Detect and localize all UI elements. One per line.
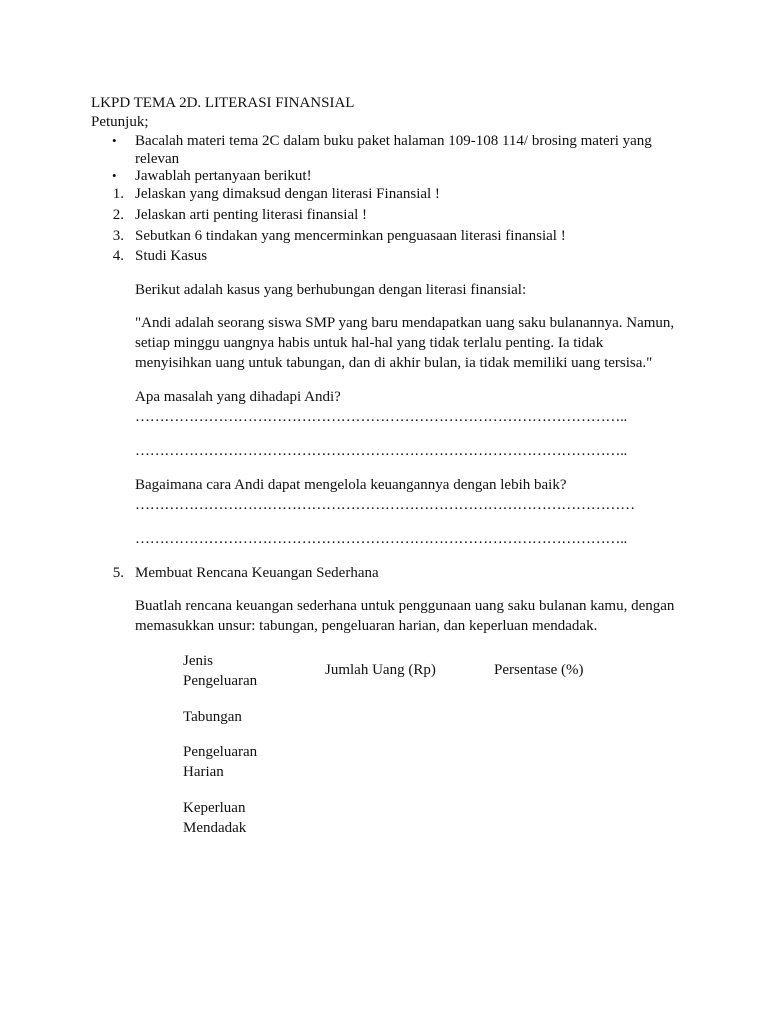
bullet-text-continued: relevan [135, 151, 180, 167]
bullet-text: Jawablah pertanyaan berikut! [135, 168, 312, 184]
answer-line[interactable]: ……………………………………………………………………………………….. [135, 443, 628, 459]
bullet-text: Bacalah materi tema 2C dalam buku paket halaman 109-108 114/ brosing materi yang [135, 133, 652, 149]
header-jumlah-uang: Jumlah Uang (Rp) [325, 662, 436, 678]
answer-line[interactable]: ………………………………………………………………………………………… [135, 497, 635, 513]
question-text: Studi Kasus [135, 248, 208, 264]
section-description: memasukkan unsur: tabungan, pengeluaran harian, dan keperluan mendadak. [135, 618, 598, 634]
section-title: Membuat Rencana Keuangan Sederhana [135, 565, 379, 581]
case-quote-line: "Andi adalah seorang siswa SMP yang baru mendapatkan uang saku bulanannya. Namun, [135, 315, 675, 331]
case-intro: Berikut adalah kasus yang berhubungan dengan literasi finansial: [135, 282, 527, 298]
question-number: 3. [112, 228, 124, 244]
row-label-continued: Mendadak [183, 820, 247, 836]
question-number: 2. [112, 207, 124, 223]
instructions-label: Petunjuk; [91, 114, 149, 130]
question-number: 4. [112, 248, 124, 264]
section-number: 5. [112, 565, 124, 581]
row-label: Keperluan [183, 800, 246, 816]
answer-line[interactable]: ……………………………………………………………………………………….. [135, 531, 628, 547]
answer-line[interactable]: ……………………………………………………………………………………….. [135, 409, 628, 425]
question-text: Jelaskan arti penting literasi finansial ! [135, 207, 368, 223]
row-label: Pengeluaran [183, 744, 258, 760]
question-number: 1. [112, 186, 124, 202]
bullet-marker: • [112, 168, 117, 183]
document-title: LKPD TEMA 2D. LITERASI FINANSIAL [91, 95, 355, 111]
case-quote-line: setiap minggu uangnya habis untuk hal-hal yang tidak terlalu penting. Ia tidak [135, 335, 604, 351]
case-question-2: Bagaimana cara Andi dapat mengelola keuangannya dengan lebih baik? [135, 477, 567, 493]
case-question-1: Apa masalah yang dihadapi Andi? [135, 389, 341, 405]
header-persentase: Persentase (%) [494, 662, 584, 678]
header-jenis-continued: Pengeluaran [183, 673, 258, 689]
header-jenis: Jenis [183, 653, 213, 669]
question-text: Jelaskan yang dimaksud dengan literasi Finansial ! [135, 186, 440, 202]
question-text: Sebutkan 6 tindakan yang mencerminkan penguasaan literasi finansial ! [135, 228, 566, 244]
bullet-marker: • [112, 133, 117, 148]
case-quote-line: menyisihkan uang untuk tabungan, dan di akhir bulan, ia tidak memiliki uang tersisa." [135, 355, 653, 371]
row-label-continued: Harian [183, 764, 224, 780]
section-description: Buatlah rencana keuangan sederhana untuk penggunaan uang saku bulanan kamu, dengan [135, 598, 675, 614]
row-label: Tabungan [183, 709, 242, 725]
